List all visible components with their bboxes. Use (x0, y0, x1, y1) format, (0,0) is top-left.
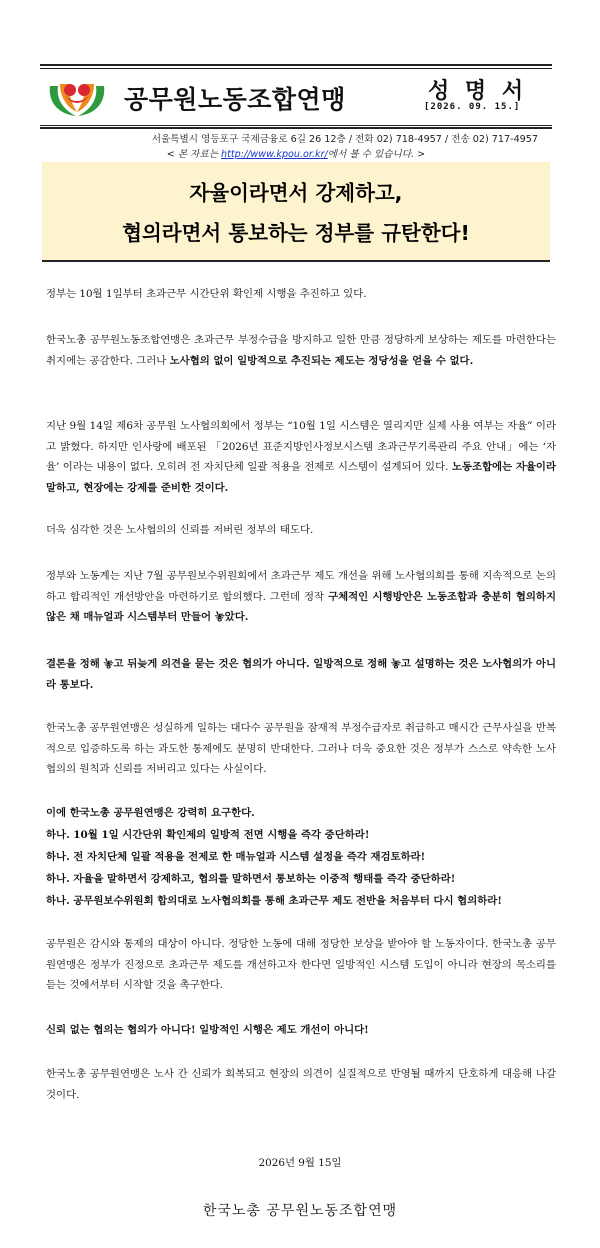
paragraph-6: 결론을 정해 놓고 뒤늦게 의견을 묻는 것은 협의가 아니다. 일방적으로 정해 놓고 설명하는 것은 노사협의가 아니라 통보다. (46, 658, 556, 691)
statement-footer-date: 2026년 9월 15일 (258, 1157, 342, 1169)
paragraph-5-text: 정부와 노동계는 지난 7월 공무원보수위원회에서 초과근무 제도 개선을 위해 노사협의회를 통해 지속적으로 논의하고 합리적인 개선방안을 마련하기로 합의했다. 그런데 정작 (46, 570, 556, 603)
header-top-rule-thin (40, 68, 552, 69)
address-line: 서울특별시 영등포구 국제금융로 6길 26 12층 / 전화 02) 718-4957 / 전송 02) 717-4957 (151, 134, 538, 145)
paragraph-3-emphasis: 노동조합에는 자율이라 말하고, 현장에는 강제를 준비한 것이다. (46, 461, 556, 494)
website-link[interactable]: http://www.kpou.or.kr/ (221, 149, 328, 160)
paragraph-3 (46, 416, 556, 498)
headline-line-1: 자율이라면서 강제하고, (189, 181, 403, 205)
paragraph-9: 신뢰 없는 협의는 협의가 아니다! 일방적인 시행은 제도 개선이 아니다! (46, 1024, 369, 1036)
notice-suffix: 에서 볼 수 있습니다. > (327, 149, 426, 160)
paragraph-3-text: 지난 9월 14일 제6차 공무원 노사협의회에서 정부는 “10월 1일 시스템은 열리지만 실제 사용 여부는 자율” 이라고 밝혔다. 하지만 인사랑에 배포된 「2026년 표준지방인사정보시스템 초과근무기록관리 주요 안내」에는 ‘자율’ 이라는 내용이 없다. 오히려 전 자치단체 일괄 적용을 전제로 시스템이 설계되어 있다. (46, 420, 556, 473)
headline-box (42, 162, 550, 262)
demand-item: 하나. 전 자치단체 일괄 적용을 전제로 한 매뉴얼과 시스템 설정을 즉각 재검토하라! (46, 851, 426, 863)
paragraph-8: 공무원은 감시와 통제의 대상이 아니다. 정당한 노동에 대해 정당한 보상을 받아야 할 노동자이다. 한국노총 공무원연맹은 정부가 진정으로 초과근무 제도를 개선하고자 한다면 일방적인 시스템 도입이 아니라 현장의 목소리를 듣는 것에서부터 시작할 것을 촉구한다. (46, 938, 556, 991)
union-logo-icon (46, 76, 108, 118)
demand-item: 하나. 공무원보수위원회 합의대로 노사협의회를 통해 초과근무 제도 전반을 처음부터 다시 협의하라! (46, 895, 502, 907)
org-name: 공무원노동조합연맹 (124, 85, 346, 114)
demand-item: 하나. 자율을 말하면서 강제하고, 협의를 말하면서 통보하는 이중적 행태를 즉각 중단하라! (46, 873, 456, 885)
statement-date: [2026. 09. 15.] (424, 102, 521, 112)
paragraph-5 (46, 566, 556, 628)
paragraph-1: 정부는 10월 1일부터 초과근무 시간단위 확인제 시행을 추진하고 있다. (46, 288, 367, 300)
paragraph-10: 한국노총 공무원연맹은 노사 간 신뢰가 회복되고 현장의 의견이 실질적으로 반영될 때까지 단호하게 대응해 나갈 것이다. (46, 1068, 556, 1101)
statement-title: 성 명 서 (428, 79, 528, 104)
website-notice (40, 146, 552, 160)
paragraph-2-text: 한국노총 공무원노동조합연맹은 초과근무 부정수급을 방지하고 일한 만큼 정당하게 보상하는 제도를 마련한다는 취지에는 공감한다. 그러나 (46, 334, 556, 367)
headline-line-2: 협의라면서 통보하는 정부를 규탄한다! (122, 221, 470, 245)
paragraph-5-emphasis: 구체적인 시행방안은 노동조합과 충분히 협의하지 않은 채 매뉴얼과 시스템부터 만들어 놓았다. (46, 590, 556, 623)
demand-item: 하나. 10월 1일 시간단위 확인제의 일방적 전면 시행을 즉각 중단하라! (46, 829, 370, 841)
demands-block (46, 802, 556, 912)
header-bottom-rule (40, 127, 552, 129)
notice-prefix: < 본 자료는 (166, 149, 222, 160)
paragraph-2 (46, 330, 556, 371)
paragraph-4: 더욱 심각한 것은 노사협의의 신뢰를 저버린 정부의 태도다. (46, 524, 314, 536)
paragraph-2-emphasis: 노사협의 없이 일방적으로 추진되는 제도는 정당성을 얻을 수 없다. (169, 354, 474, 367)
demands-intro: 이에 한국노총 공무원연맹은 강력히 요구한다. (46, 807, 255, 819)
header-bottom-rule-thin (40, 125, 552, 126)
signature: 한국노총 공무원노동조합연맹 (202, 1203, 398, 1219)
header-top-rule (40, 64, 552, 66)
paragraph-7: 한국노총 공무원연맹은 성실하게 일하는 대다수 공무원을 잠재적 부정수급자로 취급하고 매시간 근무사실을 반복적으로 입증하도록 하는 과도한 통제에도 분명히 반대한다. 그러나 더욱 중요한 것은 정부가 스스로 약속한 노사협의의 원칙과 신뢰를 저버리고 있다는 사실이다. (46, 722, 556, 775)
